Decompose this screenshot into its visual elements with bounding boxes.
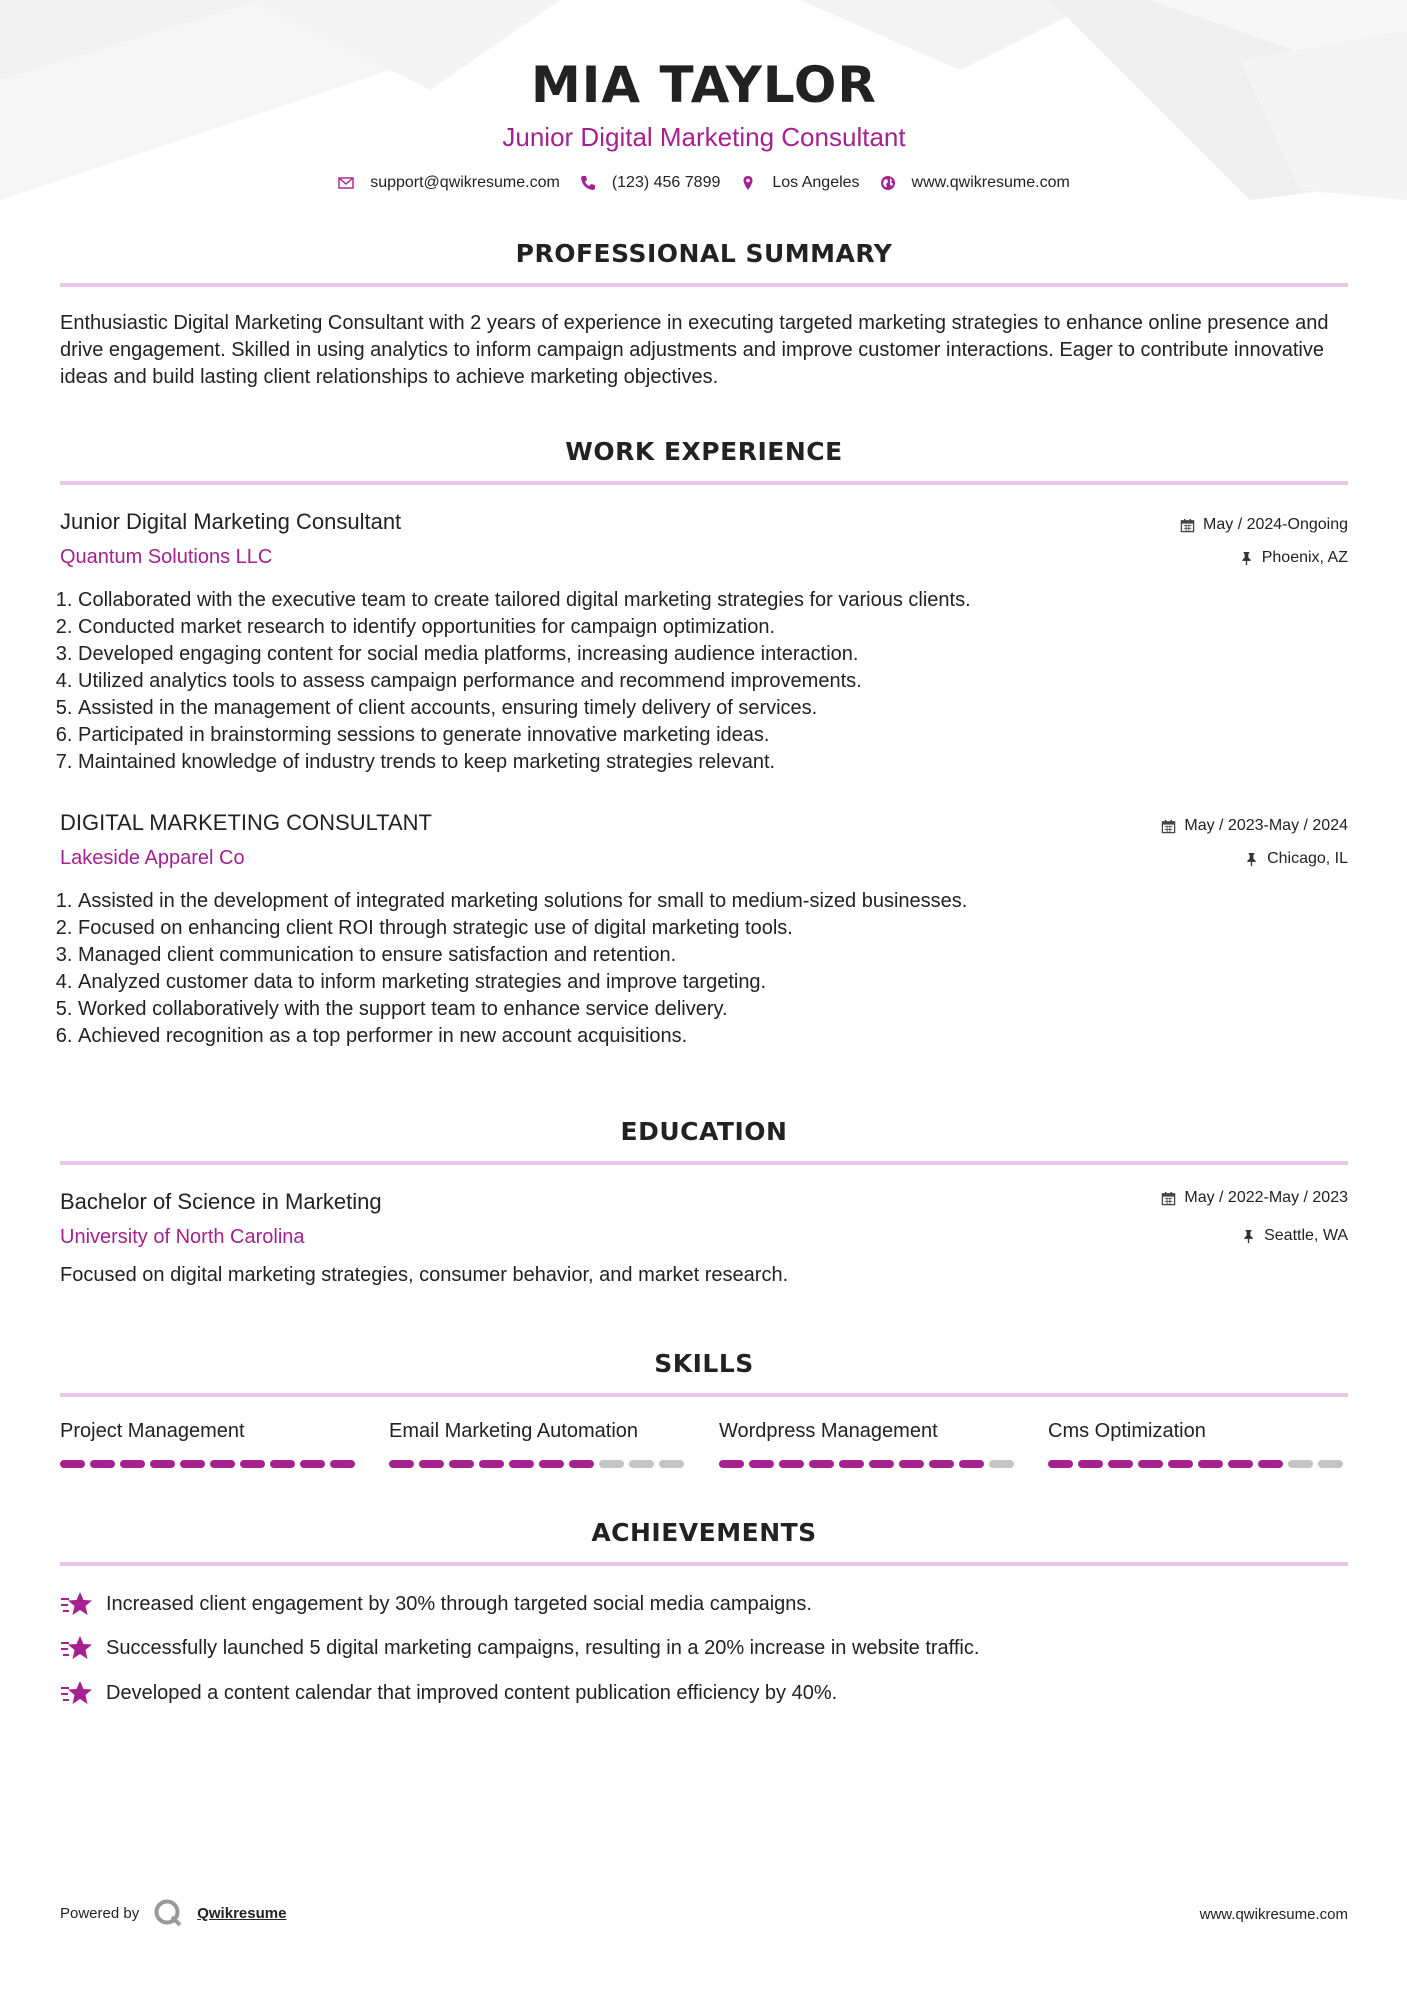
- skill-name: Cms Optimization: [1048, 1420, 1206, 1442]
- job-role: Junior Digital Marketing Consultant: [60, 509, 402, 534]
- powered-by-label: Powered by: [60, 1904, 140, 1922]
- skill-segment-filled: [270, 1460, 295, 1468]
- experience-rule: [60, 481, 1348, 485]
- education-dates: [1161, 1189, 1348, 1207]
- summary-text: Enthusiastic Digital Marketing Consultant with 2 years of experience in executing targeted marketing strategies to enhance online presence and drive engagement. Skilled in using analytics to inform campaign adjustments and improve customer interactions. Eager to contribute innovative ideas and build lasting client relationships to achieve marketing objectives.: [60, 312, 1329, 388]
- skill-segment-empty: [629, 1460, 654, 1468]
- skill-item: [60, 1420, 360, 1468]
- skill-name: Wordpress Management: [719, 1420, 938, 1442]
- achievements-heading: ACHIEVEMENTS: [591, 1518, 817, 1547]
- skill-segment-filled: [1138, 1460, 1163, 1468]
- qwikresume-link[interactable]: Qwikresume: [197, 1904, 287, 1922]
- skill-segment-filled: [180, 1460, 205, 1468]
- shooting-star-icon: [60, 1679, 94, 1707]
- skill-segment-empty: [1288, 1460, 1313, 1468]
- globe-icon: [880, 175, 896, 191]
- skill-segment-filled: [1108, 1460, 1133, 1468]
- skill-segment-filled: [90, 1460, 115, 1468]
- footer-website[interactable]: www.qwikresume.com: [1199, 1906, 1348, 1923]
- skill-segment-filled: [749, 1460, 774, 1468]
- skill-segment-filled: [1168, 1460, 1193, 1468]
- skill-segment-empty: [599, 1460, 624, 1468]
- skill-segment-empty: [1318, 1460, 1343, 1468]
- summary-rule: [60, 283, 1348, 287]
- summary-heading: PROFESSIONAL SUMMARY: [515, 239, 893, 268]
- skill-segment-filled: [330, 1460, 355, 1468]
- skill-segment-filled: [869, 1460, 894, 1468]
- achievement-text: Successfully launched 5 digital marketing campaigns, resulting in a 20% increase in website traffic.: [106, 1636, 980, 1659]
- skill-segment-empty: [659, 1460, 684, 1468]
- job-location-text: Phoenix, AZ: [1261, 549, 1348, 566]
- education-description: Focused on digital marketing strategies, consumer behavior, and market research.: [60, 1264, 789, 1286]
- skill-segment-filled: [809, 1460, 834, 1468]
- job-bullet: 5. Worked collaboratively with the support team to enhance service delivery.: [78, 996, 1290, 1023]
- job-bullet: 4. Utilized analytics tools to assess campaign performance and recommend improvements.: [78, 668, 1290, 695]
- skill-item: [1048, 1420, 1348, 1468]
- experience-heading: WORK EXPERIENCE: [565, 437, 843, 466]
- achievement-text: Developed a content calendar that improved content publication efficiency by 40%.: [106, 1681, 838, 1704]
- location-text: Los Angeles: [772, 174, 860, 191]
- envelope-icon: [338, 175, 354, 191]
- skill-segment-filled: [1078, 1460, 1103, 1468]
- skill-segment-filled: [479, 1460, 504, 1468]
- job-bullet: 1. Collaborated with the executive team to create tailored digital marketing strategies for various clients.: [78, 587, 1290, 614]
- skill-segment-filled: [929, 1460, 954, 1468]
- pushpin-icon: [1241, 1229, 1256, 1244]
- skill-segment-filled: [449, 1460, 474, 1468]
- job-bullet: 3. Managed client communication to ensure satisfaction and retention.: [78, 942, 1290, 969]
- skill-segment-filled: [569, 1460, 594, 1468]
- job-location: [1244, 850, 1348, 868]
- job-role: DIGITAL MARKETING CONSULTANT: [60, 810, 432, 835]
- achievement-item: [60, 1634, 979, 1662]
- skills-rule: [60, 1393, 1348, 1397]
- job-bullet-list: [60, 888, 1290, 1050]
- education-degree: Bachelor of Science in Marketing: [60, 1189, 382, 1214]
- job-bullet: 6. Achieved recognition as a top performer in new account acquisitions.: [78, 1023, 1290, 1050]
- contact-location: [740, 174, 859, 192]
- skill-item: [389, 1420, 689, 1468]
- map-marker-icon: [740, 175, 756, 191]
- job-bullet: 3. Developed engaging content for social media platforms, increasing audience interaction.: [78, 641, 1290, 668]
- skill-segment-filled: [389, 1460, 414, 1468]
- job-dates-text: May / 2023-May / 2024: [1184, 817, 1348, 834]
- calendar-icon: [1161, 1191, 1176, 1206]
- skill-segment-filled: [509, 1460, 534, 1468]
- job-bullet: 2. Focused on enhancing client ROI through strategic use of digital marketing tools.: [78, 915, 1290, 942]
- email-text: support@qwikresume.com: [370, 174, 560, 191]
- shooting-star-icon: [60, 1634, 94, 1662]
- contact-website[interactable]: [880, 174, 1070, 192]
- contact-bar: [60, 174, 1348, 192]
- contact-email[interactable]: [338, 174, 560, 192]
- job-bullet: 4. Analyzed customer data to inform marketing strategies and improve targeting.: [78, 969, 1290, 996]
- education-heading: EDUCATION: [620, 1117, 788, 1146]
- calendar-icon: [1180, 518, 1195, 533]
- phone-icon: [580, 175, 596, 191]
- job-bullet: 2. Conducted market research to identify opportunities for campaign optimization.: [78, 614, 1290, 641]
- skill-segment-filled: [150, 1460, 175, 1468]
- pushpin-icon: [1239, 551, 1254, 566]
- achievements-rule: [60, 1562, 1348, 1566]
- job-bullet: 1. Assisted in the development of integrated marketing solutions for small to medium-sized businesses.: [78, 888, 1290, 915]
- job-location: [1239, 549, 1348, 567]
- job-bullet-list: [60, 587, 1290, 776]
- job-dates-text: May / 2024-Ongoing: [1203, 516, 1348, 533]
- skill-item: [719, 1420, 1019, 1468]
- achievement-text: Increased client engagement by 30% through targeted social media campaigns.: [106, 1592, 812, 1615]
- pushpin-icon: [1244, 852, 1259, 867]
- job-dates: [1161, 817, 1348, 835]
- skill-segment-empty: [989, 1460, 1014, 1468]
- qwikresume-logo-icon: [153, 1898, 183, 1928]
- skill-segment-filled: [899, 1460, 924, 1468]
- skill-segment-filled: [240, 1460, 265, 1468]
- job-dates: [1180, 516, 1348, 534]
- job-bullet: 7. Maintained knowledge of industry trends to keep marketing strategies relevant.: [78, 749, 1290, 776]
- skill-level-bar: [60, 1460, 360, 1468]
- education-location-text: Seattle, WA: [1264, 1227, 1348, 1244]
- job-company: Quantum Solutions LLC: [60, 546, 273, 568]
- calendar-icon: [1161, 819, 1176, 834]
- education-dates-text: May / 2022-May / 2023: [1184, 1189, 1348, 1206]
- skill-name: Email Marketing Automation: [389, 1420, 639, 1442]
- job-bullet: 5. Assisted in the management of client accounts, ensuring timely delivery of services.: [78, 695, 1290, 722]
- achievement-item: [60, 1590, 812, 1618]
- education-location: [1241, 1227, 1348, 1245]
- skill-segment-filled: [839, 1460, 864, 1468]
- skills-heading: SKILLS: [654, 1349, 754, 1378]
- skill-name: Project Management: [60, 1420, 245, 1442]
- job-bullet: 6. Participated in brainstorming sessions to generate innovative marketing ideas.: [78, 722, 1290, 749]
- skill-segment-filled: [120, 1460, 145, 1468]
- skill-segment-filled: [539, 1460, 564, 1468]
- candidate-name: MIA TAYLOR: [531, 56, 877, 114]
- skill-segment-filled: [959, 1460, 984, 1468]
- skill-segment-filled: [419, 1460, 444, 1468]
- education-school: University of North Carolina: [60, 1226, 305, 1248]
- website-text: www.qwikresume.com: [911, 174, 1070, 191]
- skill-segment-filled: [300, 1460, 325, 1468]
- phone-text: (123) 456 7899: [611, 174, 721, 191]
- skill-segment-filled: [1258, 1460, 1283, 1468]
- shooting-star-icon: [60, 1590, 94, 1618]
- achievement-item: [60, 1679, 837, 1707]
- skill-level-bar: [389, 1460, 689, 1468]
- contact-phone[interactable]: [580, 174, 721, 192]
- skill-segment-filled: [60, 1460, 85, 1468]
- skill-level-bar: [1048, 1460, 1348, 1468]
- education-rule: [60, 1161, 1348, 1165]
- skill-level-bar: [719, 1460, 1019, 1468]
- job-company: Lakeside Apparel Co: [60, 847, 245, 869]
- skill-segment-filled: [719, 1460, 744, 1468]
- candidate-title: Junior Digital Marketing Consultant: [502, 122, 906, 152]
- skill-segment-filled: [1048, 1460, 1073, 1468]
- job-location-text: Chicago, IL: [1267, 850, 1348, 867]
- skill-segment-filled: [210, 1460, 235, 1468]
- skill-segment-filled: [1198, 1460, 1223, 1468]
- footer-branding: [60, 1898, 286, 1928]
- skill-segment-filled: [1228, 1460, 1253, 1468]
- skill-segment-filled: [779, 1460, 804, 1468]
